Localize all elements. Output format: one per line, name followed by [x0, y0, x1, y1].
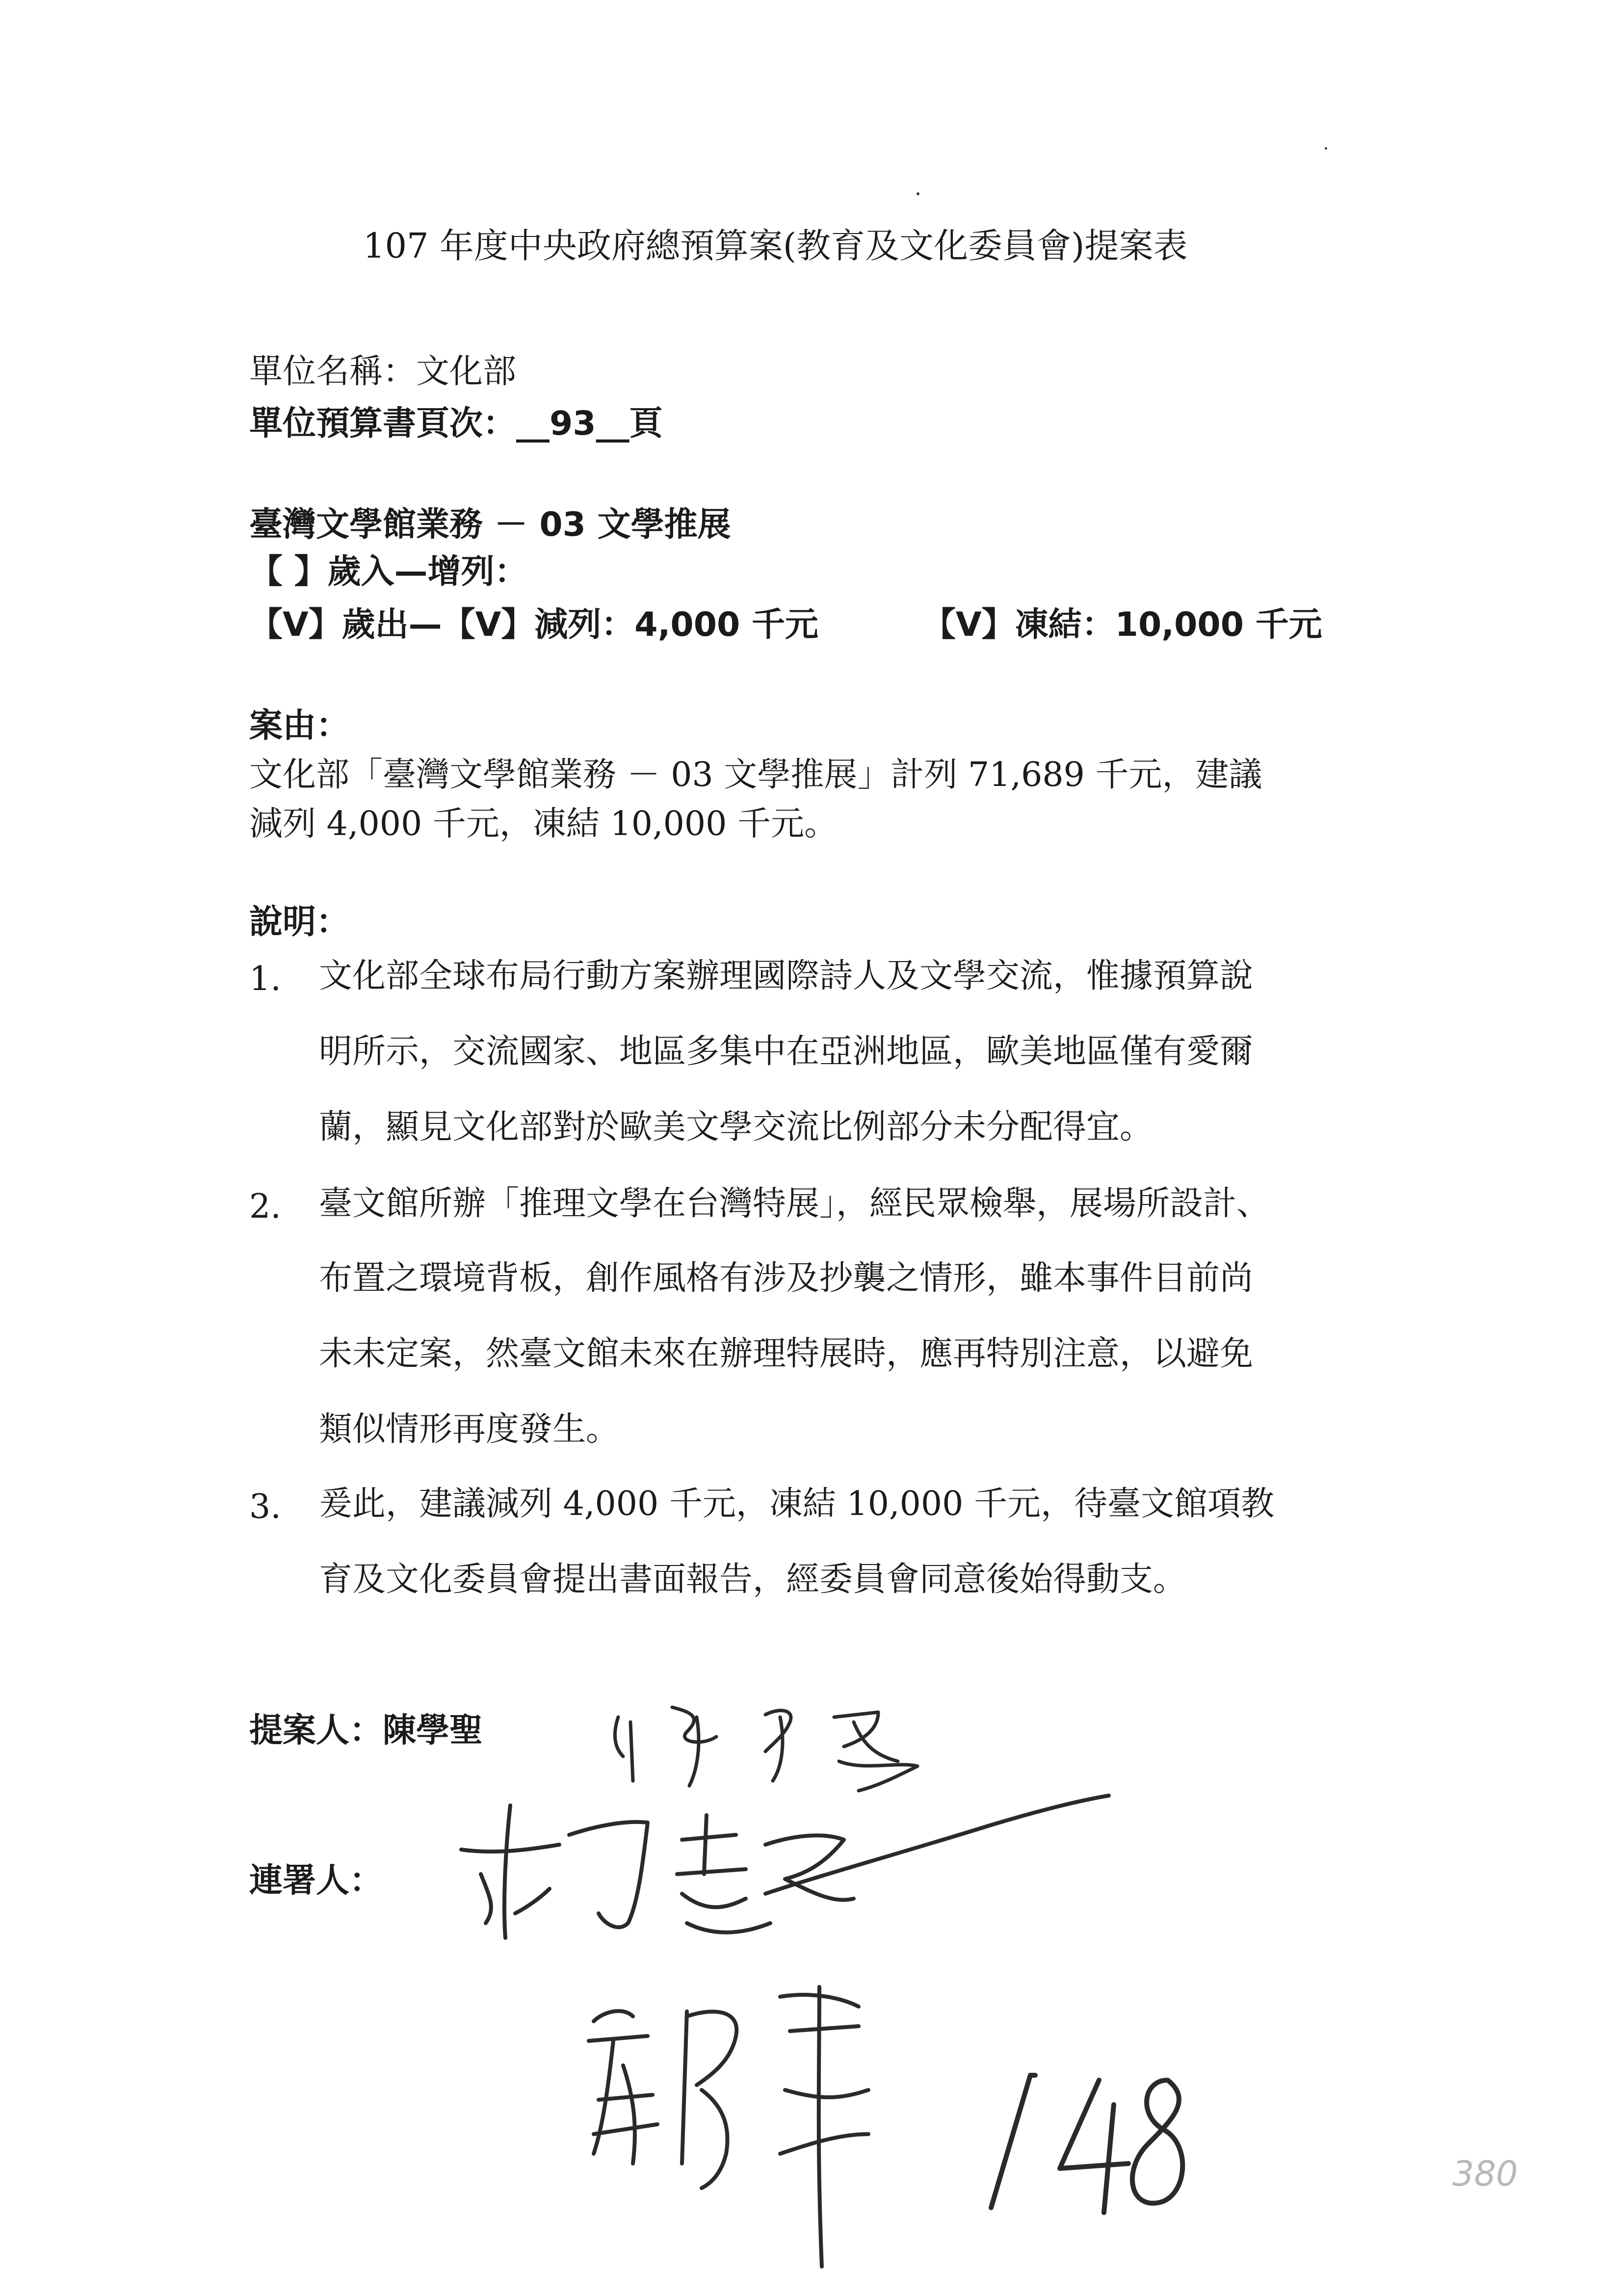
handwritten-page-number [971, 2061, 1207, 2222]
item-line: 文化部全球布局行動方案辦理國際詩人及文學交流，惟據預算說 [319, 957, 1254, 995]
reason-line: 文化部「臺灣文學館業務 － 03 文學推展」計列 71,689 千元，建議 [249, 756, 1262, 794]
item-line: 臺文館所辦「推理文學在台灣特展」，經民眾檢舉，展場所設計、 [319, 1184, 1270, 1223]
item-number: 3. [249, 1487, 281, 1526]
revenue-line: 【 】歲入—增列： [249, 552, 528, 591]
cosigner-label: 連署人： [249, 1861, 383, 1900]
item-line: 布置之環境背板，創作風格有涉及抄襲之情形，雖本事件目前尚 [319, 1259, 1254, 1298]
cosigner-signature [451, 1776, 1119, 1962]
explanation-heading: 說明： [249, 903, 350, 941]
pencil-mark: 380 [1452, 2154, 1518, 2194]
reason-heading: 案由： [249, 706, 350, 745]
item-line: 明所示，交流國家、地區多集中在亞洲地區，歐美地區僅有愛爾 [319, 1032, 1254, 1071]
item-line: 育及文化委員會提出書面報告，經委員會同意後始得動支。 [319, 1560, 1187, 1599]
item-line: 蘭，顯見文化部對於歐美文學交流比例部分未分配得宜。 [319, 1108, 1153, 1147]
item-line: 爰此，建議減列 4,000 千元，凍結 10,000 千元，待臺文館項教 [319, 1485, 1275, 1523]
program-name: 臺灣文學館業務 － 03 文學推展 [249, 505, 731, 544]
item-number: 2. [249, 1187, 281, 1226]
cosigner-signature [564, 1977, 986, 2281]
unit-name: 單位名稱：文化部 [249, 352, 517, 391]
reason-line: 減列 4,000 千元，凍結 10,000 千元。 [249, 805, 838, 843]
expense-freeze-line: 【V】凍結：10,000 千元 [922, 605, 1322, 644]
proposer-label: 提案人：陳學聖 [249, 1711, 483, 1750]
item-line: 類似情形再度發生。 [319, 1410, 620, 1449]
item-number: 1. [249, 960, 281, 998]
scan-speck [917, 192, 919, 195]
expense-cut-line: 【V】歲出—【V】減列：4,000 千元 [249, 605, 819, 644]
budget-page-ref: 單位預算書頁次：__93__頁 [249, 404, 663, 443]
document-title: 107 年度中央政府總預算案(教育及文化委員會)提案表 [363, 226, 1188, 266]
scan-speck [1325, 147, 1327, 150]
item-line: 未未定案，然臺文館未來在辦理特展時，應再特別注意，以避免 [319, 1334, 1254, 1373]
